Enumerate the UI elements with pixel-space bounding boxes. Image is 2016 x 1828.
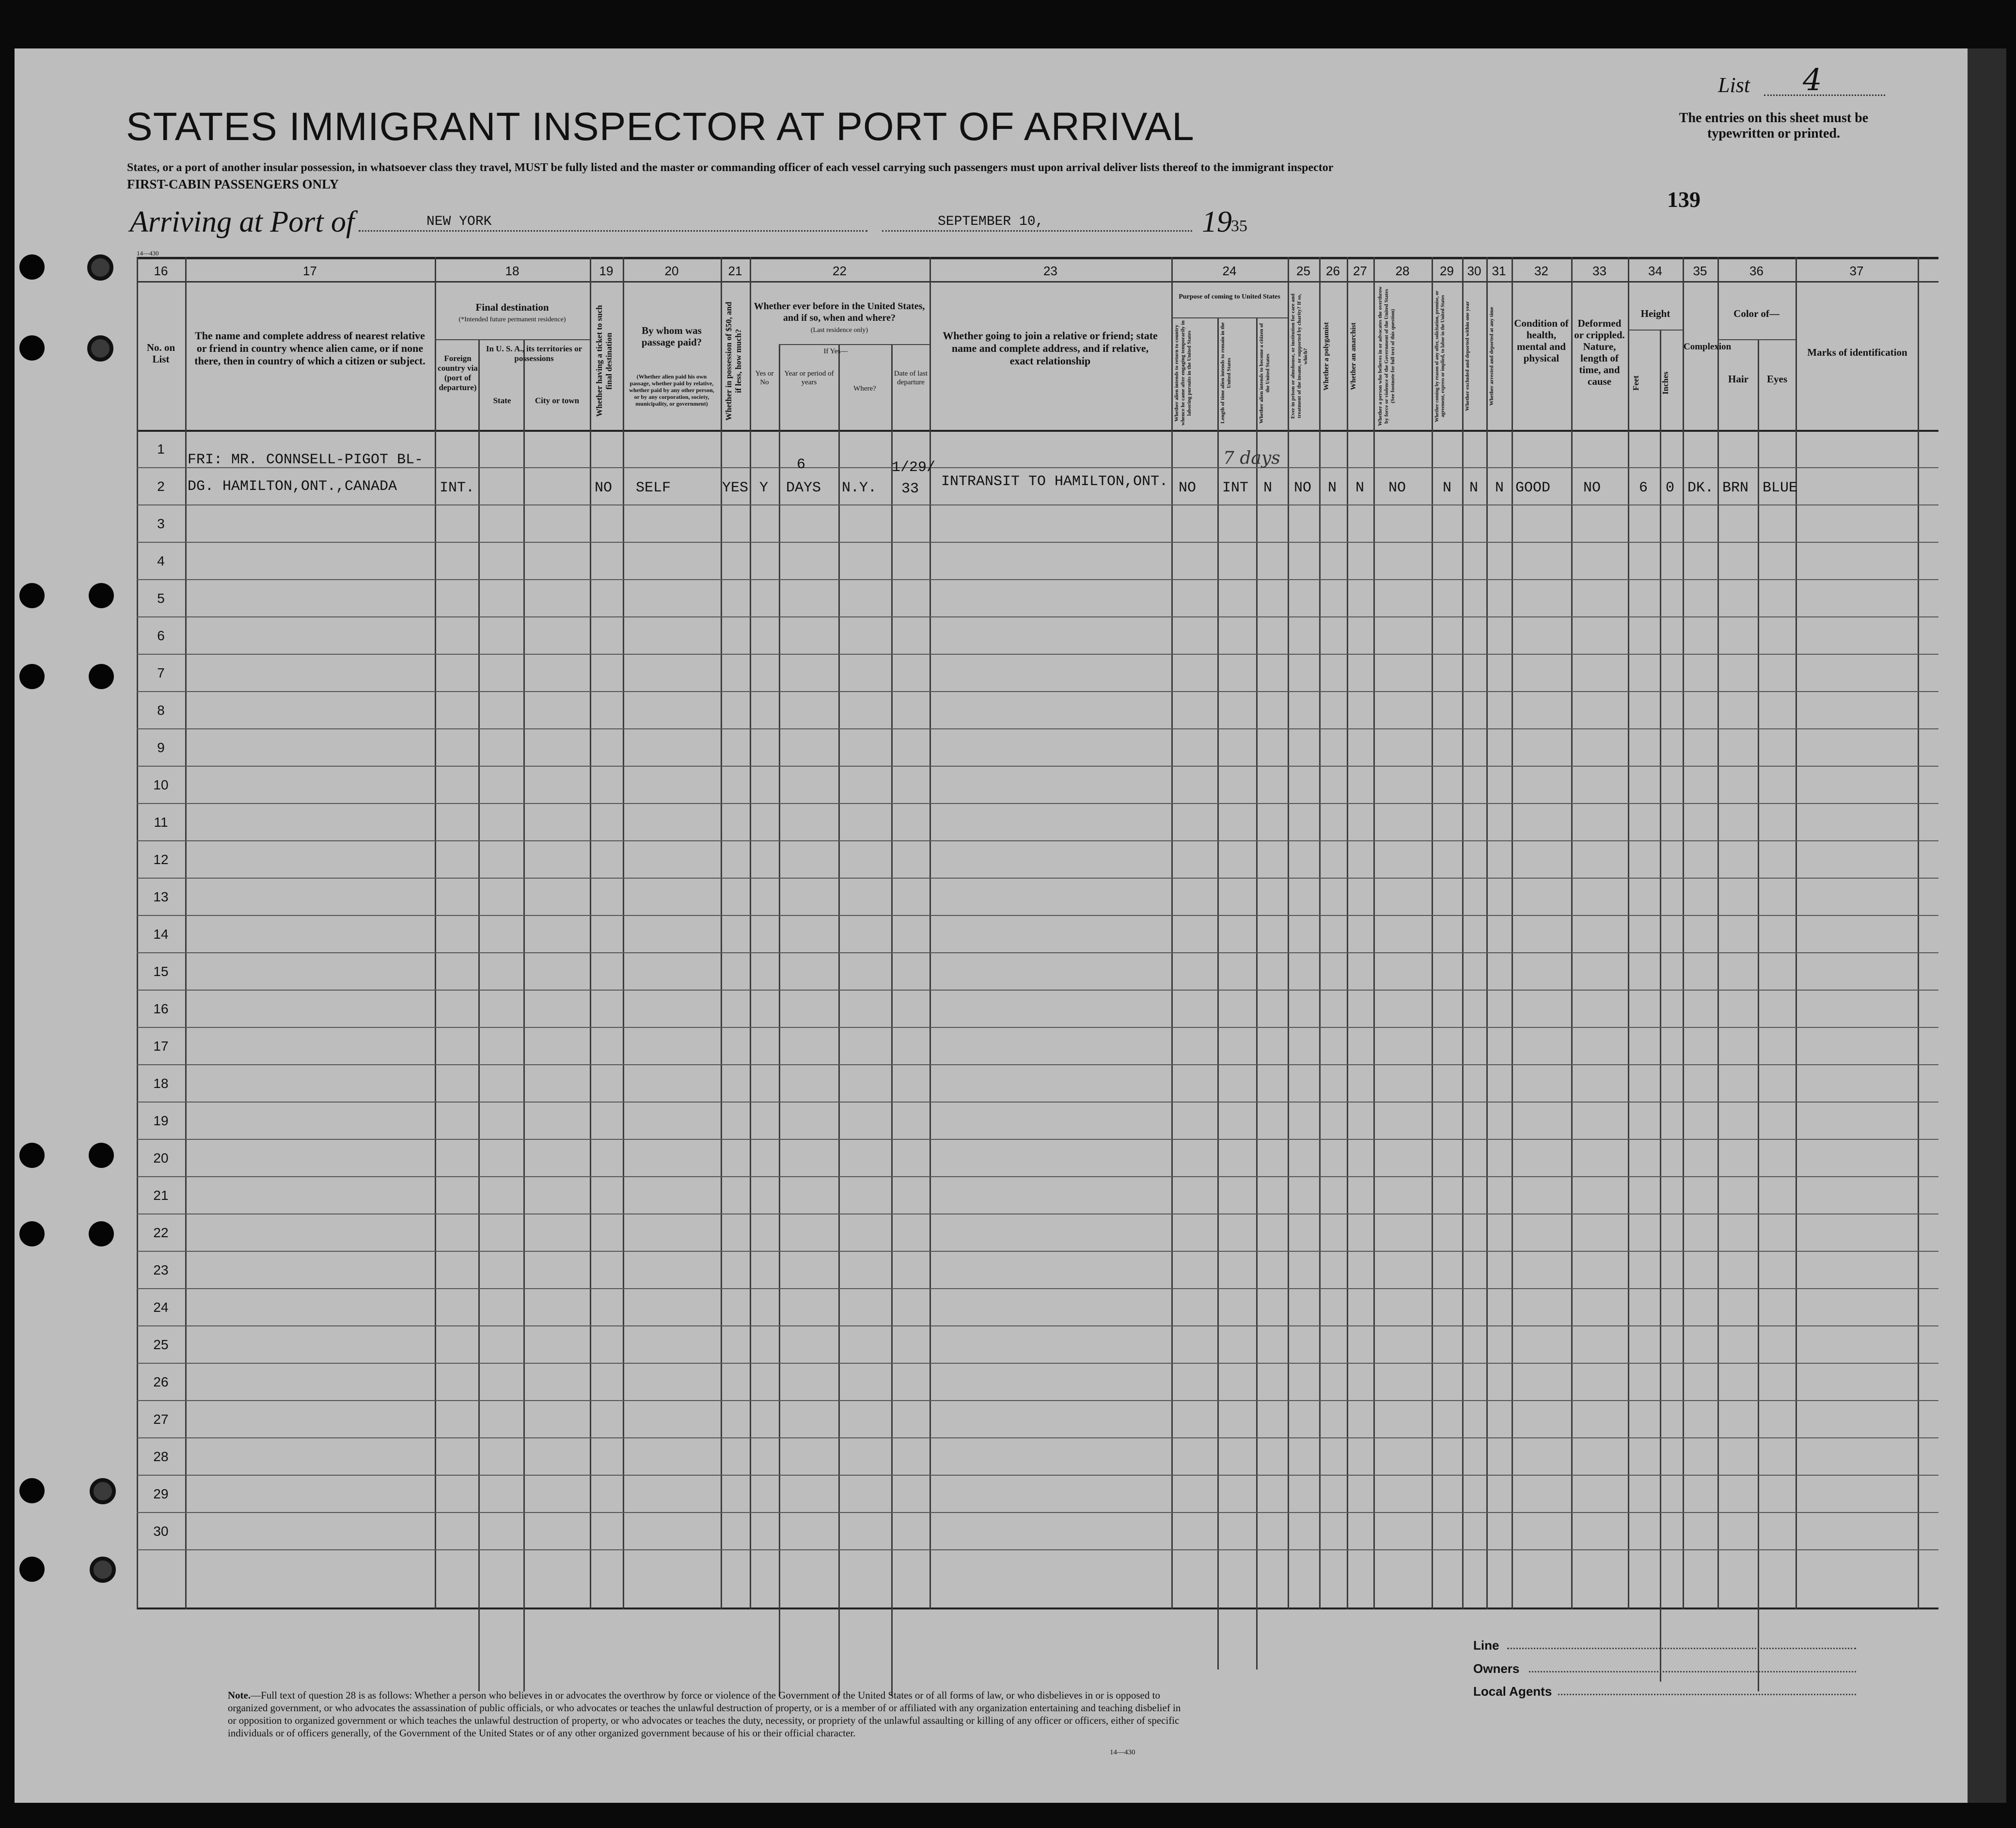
row-line: [137, 616, 1938, 617]
col-num: 37: [1849, 264, 1864, 278]
header-purpose: Purpose of coming to United States: [1179, 293, 1280, 300]
entry1-length-stay: INT: [1222, 480, 1249, 496]
header-purpose-citizen: Whether alien intends to become a citizen of the United States: [1259, 323, 1271, 424]
row-line: [137, 1363, 1938, 1364]
header-inches: Inches: [1661, 371, 1670, 394]
row-number: 22: [153, 1225, 169, 1240]
row-line: [137, 1437, 1938, 1438]
list-number-line: [1764, 95, 1885, 96]
binder-hole: [19, 664, 45, 689]
row-number: 10: [153, 777, 169, 792]
header-if-yes: If Yes—: [823, 347, 848, 355]
row-line: [137, 878, 1938, 879]
page-number: 139: [1667, 187, 1701, 212]
row-number: 2: [157, 479, 165, 494]
binder-hole: [19, 335, 45, 361]
entry1-hair: BRN: [1722, 480, 1749, 496]
col-num: 30: [1467, 264, 1481, 278]
header-ticket: Whether having a ticket to such final destination: [595, 305, 614, 417]
row-number: 12: [153, 852, 169, 867]
header-coming-by-reason: Whether coming by reason of any offer, solicitation, promise, or agreement, express or implied, to labor in the United States: [1434, 290, 1446, 422]
binder-hole: [90, 1557, 116, 1583]
header-anarchist: Whether an anarchist: [1350, 322, 1357, 390]
row-line: [137, 1400, 1938, 1401]
entries-note: The entries on this sheet must be typewritten or printed.: [1679, 110, 1869, 141]
header-height: Height: [1640, 308, 1670, 319]
col-num: 16: [154, 264, 168, 278]
entry1-height-inches: 0: [1666, 480, 1675, 496]
row-number: 30: [153, 1524, 169, 1539]
row-line: [137, 915, 1938, 916]
header-last-residence: (Last residence only): [810, 327, 868, 334]
header-year-period: Year or period of years: [784, 370, 834, 386]
binder-hole: [19, 1221, 45, 1246]
row-number: 9: [157, 740, 165, 755]
list-label: List: [1718, 73, 1750, 97]
row-number: 18: [153, 1076, 169, 1091]
row-line: [137, 1288, 1938, 1289]
row-line: [137, 952, 1938, 953]
entry1-anarchist: N: [1355, 480, 1365, 496]
entry1-become-citizen: N: [1263, 480, 1273, 496]
col-num: 19: [599, 264, 614, 278]
entry1-prison: NO: [1294, 480, 1312, 496]
entry1-overthrow: NO: [1388, 480, 1406, 496]
col-num: 26: [1326, 264, 1340, 278]
header-purpose-length: Length of time alien intends to remain in the United States: [1220, 322, 1232, 424]
col-num: 27: [1353, 264, 1367, 278]
binder-hole: [19, 1478, 45, 1503]
row-number: 20: [153, 1150, 169, 1166]
row-number: 14: [153, 927, 169, 942]
entry1-possession-50: YES: [722, 480, 749, 496]
col-num: 29: [1440, 264, 1454, 278]
entry1-excluded: N: [1469, 480, 1479, 496]
header-city-or-town: City or town: [535, 396, 580, 405]
row-line: [137, 654, 1938, 655]
page-title: STATES IMMIGRANT INSPECTOR AT PORT OF ARRIVAL: [126, 105, 1195, 149]
footnote: [228, 1689, 1182, 1739]
binder-hole: [87, 335, 113, 362]
row-line: [137, 691, 1938, 692]
class-label: FIRST-CABIN PASSENGERS ONLY: [127, 177, 339, 191]
row-line: [137, 1213, 1938, 1214]
row-number: 3: [157, 516, 165, 531]
entry1-complexion: DK.: [1687, 480, 1714, 496]
col-num: 31: [1492, 264, 1506, 278]
binder-hole: [19, 583, 45, 608]
header-feet: Feet: [1631, 375, 1640, 391]
row-line: [137, 579, 1938, 580]
col-num: 28: [1395, 264, 1410, 278]
row-line: [137, 504, 1938, 505]
row-line: [137, 766, 1938, 767]
header-date-last-departure: Date of last departure: [894, 370, 928, 386]
entry1-health: GOOD: [1515, 480, 1551, 496]
entry1-period-line2: DAYS: [786, 480, 821, 496]
row-number: 13: [153, 889, 169, 904]
row-line: [137, 990, 1938, 991]
row-line: [137, 1251, 1938, 1252]
binder-hole: [89, 1221, 114, 1246]
col-num: 21: [728, 264, 742, 278]
agents-signature-line: [1558, 1694, 1856, 1695]
footnote-text: —Full text of question 28 is as follows: Whether a person who believes in or advocates the overthrow by force or violence of the Government of the United States or of all forms of law, or who disbelieves in or is opposed to organized government, or who advocates the assassination of public officials, or who advocates or teaches the unlawful destruction of property, or is a member of or affiliated with any organization entertaining and teaching disbelief in or opposition to organized government or which teaches the unlawful destruction of property, or who advocates or teaches the duty, necessity, or propriety of the unlawful assaulting or killing of any officer or officers, either of specific individuals or of officers generally, of the Government of the United States or of any other organized government because of his or their official character.: [228, 1689, 1181, 1739]
entry1-date-departure-line1: 1/29/: [892, 459, 936, 476]
binder-hole: [87, 254, 113, 281]
instructions-text: States, or a port of another insular possession, in whatsoever class they travel, MUST be fully listed and the master or commanding officer of each vessel carrying such passengers must upon arrival deliver lists thereof to the immigrant inspector: [127, 161, 1334, 174]
header-no-on-list: No. on List: [146, 342, 175, 365]
row-number: 25: [153, 1337, 169, 1352]
row-line: [137, 840, 1938, 841]
binder-hole: [90, 1478, 116, 1504]
entry1-ever-before: Y: [759, 480, 769, 496]
header-by-whom: By whom was passage paid?: [641, 325, 702, 348]
form-code: 14—430: [1110, 1749, 1135, 1756]
sheet-edge: [1968, 48, 2006, 1803]
col-num: 24: [1222, 264, 1237, 278]
binder-hole: [89, 664, 114, 689]
entry1-return-country: NO: [1179, 480, 1197, 496]
entry1-where: N.Y.: [842, 480, 877, 496]
header-polygamist: Whether a polygamist: [1323, 322, 1330, 391]
binder-hole: [89, 583, 114, 608]
header-joining-relative: Whether going to join a relative or friend; state name and complete address, and if relative, exact relationship: [943, 330, 1158, 367]
header-by-whom-note: (Whether alien paid his own passage, whether paid by relative, whether paid by any other person, or by any corporation, society, municipality, or government): [629, 373, 714, 407]
row-number: 6: [157, 628, 165, 643]
row-line: [137, 1139, 1938, 1140]
header-overthrow: Whether a person who believes in or advocates the overthrow by force or violence of the Government of the United States (See footnote for full text of this question): [1377, 286, 1396, 426]
entry1-arrested: N: [1495, 480, 1504, 496]
header-hair: Hair: [1728, 373, 1748, 385]
header-color-of: Color of—: [1733, 308, 1780, 319]
entry1-ticket: NO: [595, 480, 613, 496]
row-number: 15: [153, 964, 169, 979]
binder-hole: [19, 1143, 45, 1168]
line-label: Line: [1473, 1638, 1499, 1653]
header-yes-or-no: Yes or No: [755, 370, 774, 386]
form-ref-top: 14—430: [137, 250, 159, 257]
entry1-coming-by-reason: N: [1443, 480, 1452, 496]
col-num: 32: [1534, 264, 1548, 278]
row-number: 28: [153, 1449, 169, 1464]
binder-hole: [89, 1143, 114, 1168]
owners-signature-line: [1529, 1671, 1856, 1672]
row-number: 26: [153, 1374, 169, 1389]
year-suffix: 35: [1231, 217, 1247, 235]
header-where: Where?: [853, 385, 876, 393]
binder-hole: [19, 254, 45, 280]
port-of-arrival: NEW YORK: [426, 214, 492, 229]
entry1-foreign-country: INT.: [440, 480, 475, 496]
arrival-date: SEPTEMBER 10,: [938, 214, 1044, 229]
header-ever-before: Whether ever before in the United States, and if so, when and where?: [754, 301, 925, 323]
row-number: 19: [153, 1113, 169, 1128]
row-number: 11: [154, 815, 168, 830]
row-line: [137, 1475, 1938, 1476]
row-line: [137, 728, 1938, 729]
local-agents-label: Local Agents: [1473, 1684, 1552, 1699]
row-number: 16: [153, 1001, 169, 1016]
header-possession-50: Whether in possession of $50, and if less, how much?: [724, 301, 743, 421]
col-num: 35: [1693, 264, 1707, 278]
row-number: 24: [153, 1300, 169, 1315]
line-signature-line: [1507, 1648, 1856, 1649]
col-num: 18: [505, 264, 520, 278]
row-line: [137, 1325, 1938, 1326]
owners-label: Owners: [1473, 1661, 1520, 1676]
entry1-height-feet: 6: [1639, 480, 1648, 496]
row-line: [137, 1064, 1938, 1065]
row-number: 23: [153, 1262, 169, 1277]
row-line: [137, 1512, 1938, 1513]
header-health: Condition of health, mental and physical: [1514, 317, 1569, 364]
list-number: 4: [1803, 62, 1822, 97]
row-number: 27: [153, 1412, 169, 1427]
row-number: 8: [157, 703, 165, 718]
entry1-relative-line1: FRI: MR. CONNSELL-PIGOT BL-: [188, 452, 424, 468]
row-number: 29: [153, 1486, 169, 1501]
entry1-polygamist: N: [1328, 480, 1337, 496]
header-foreign-country: Foreign country via (port of departure): [438, 354, 478, 392]
row-line: [137, 1176, 1938, 1177]
row-number: 17: [153, 1039, 169, 1054]
header-marks: Marks of identification: [1807, 347, 1907, 358]
row-number: 5: [157, 591, 165, 606]
port-line: [359, 230, 867, 232]
entry1-deformed: NO: [1583, 480, 1601, 496]
entry1-relative-line2: DG. HAMILTON,ONT.,CANADA: [188, 478, 397, 495]
entry1-length-stay-handwritten: 7 days: [1223, 448, 1280, 468]
header-prison: Ever in prison or almshouse, or institution for care and treatment of the insane, or supported by charity? If so, which?: [1290, 293, 1308, 419]
header-purpose-return: Whether alien intends to return to country whence he came after engaging temporarily in laboring pursuits in the United States: [1174, 320, 1192, 426]
entry1-date-departure-line2: 33: [901, 481, 919, 497]
col-num: 22: [833, 264, 847, 278]
row-line: [137, 1102, 1938, 1103]
col-num: 34: [1648, 264, 1662, 278]
row-line: [137, 803, 1938, 804]
header-deformed: Deformed or crippled. Nature, length of time, and cause: [1574, 317, 1625, 387]
col-num: 25: [1296, 264, 1310, 278]
header-state: State: [493, 396, 511, 405]
date-line: [882, 230, 1192, 232]
row-line: [137, 1549, 1938, 1550]
col-num: 33: [1592, 264, 1606, 278]
header-in-usa: In U. S. A., its territories or possessions: [486, 344, 583, 363]
header-arrested: Whether arrested and deported at any time: [1489, 307, 1495, 406]
footnote-label: Note.: [228, 1689, 251, 1701]
header-nearest-relative: The name and complete address of nearest relative or friend in country whence alien came, or if none there, then in country of which a citizen or subject.: [194, 330, 425, 367]
header-complexion: Complexion: [1684, 342, 1732, 352]
entry1-eyes: BLUE: [1763, 480, 1798, 496]
binder-hole: [19, 1557, 45, 1582]
row-line: [137, 542, 1938, 543]
entry1-period-line1: 6: [797, 457, 806, 473]
header-eyes: Eyes: [1767, 373, 1787, 385]
col-num: 36: [1749, 264, 1764, 278]
manifest-table: [137, 257, 1938, 1609]
row-number: 21: [153, 1188, 169, 1203]
col-num: 20: [664, 264, 679, 278]
row-number: 1: [157, 441, 165, 457]
col-num: 17: [303, 264, 317, 278]
entry1-joining: INTRANSIT TO HAMILTON,ONT.: [941, 473, 1168, 490]
header-final-destination: Final destination: [475, 301, 549, 313]
year-prefix: 19: [1202, 205, 1232, 238]
row-number: 4: [157, 553, 165, 568]
header-excluded: Whether excluded and deported within one year: [1465, 301, 1470, 411]
col-num: 23: [1043, 264, 1057, 278]
arriving-label: Arriving at Port of: [130, 205, 355, 238]
row-number: 7: [157, 665, 165, 680]
row-line: [137, 1027, 1938, 1028]
entry1-paid-by: SELF: [636, 480, 671, 496]
header-final-destination-note: (*Intended future permanent residence): [458, 316, 566, 323]
